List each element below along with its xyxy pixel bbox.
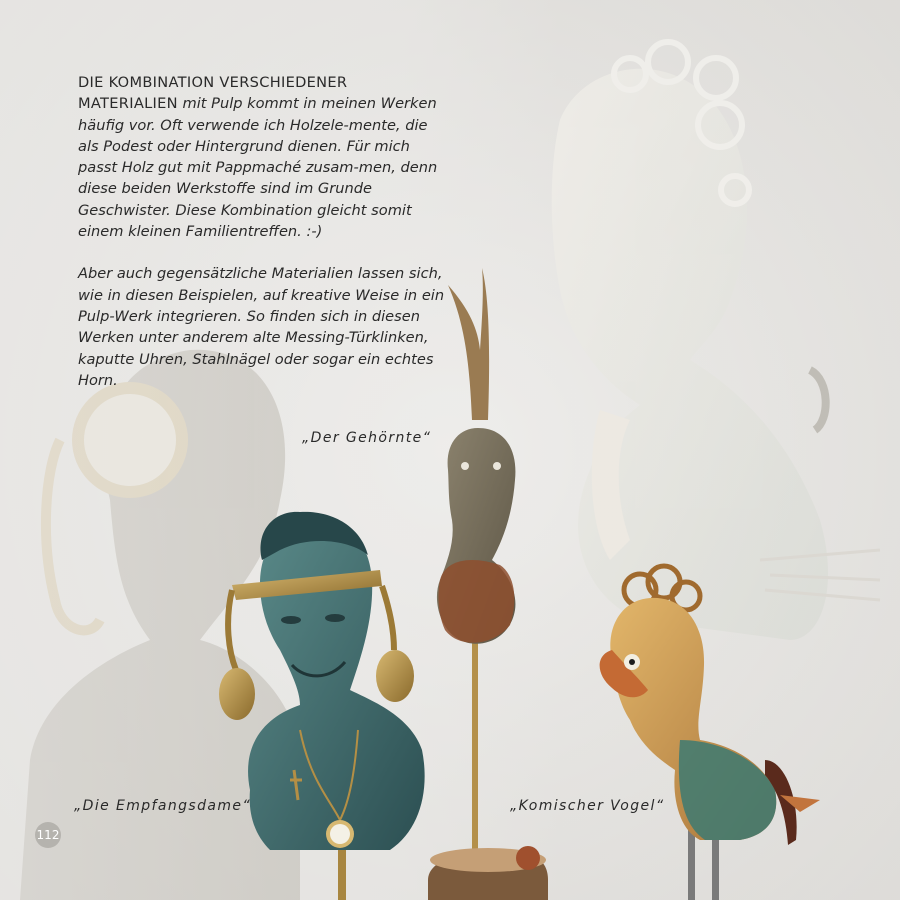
caption-der-gehoernte: „Der Gehörnte“ — [302, 430, 432, 446]
lead-caps-line1: DIE KOMBINATION VERSCHIEDENER — [78, 74, 348, 91]
caption-komischer-vogel: „Komischer Vogel“ — [510, 798, 665, 814]
caption-die-empfangsdame: „Die Empfangsdame“ — [74, 798, 252, 814]
paragraph-1 — [78, 72, 450, 242]
paragraph-2: Aber auch gegensätzliche Materialien lassen sich, wie in diesen Beispielen, auf kreative Weise in ein Pulp-Werk integrieren. So finden sich in diesen Werken unter anderem alte Messing-Türklinken, kaputte Uhren, Stahlnägel oder sogar ein echtes Horn. — [78, 265, 445, 389]
lead-caps-line2: MATERIALIEN — [78, 95, 178, 113]
paragraph-1-text: mit Pulp kommt in meinen Werken häufig vor. Oft verwende ich Holzele-mente, die als Podest oder Hintergrund dienen. Für mich passt Holz gut mit Pappmaché zusam-men, denn diese beiden Werkstoffe sind im Grunde Geschwister. Diese Kombination gleicht somit einem kleinen Familientreffen. :-) — [78, 95, 438, 241]
article-text — [78, 72, 450, 391]
page-number-badge: 112 — [35, 822, 61, 848]
